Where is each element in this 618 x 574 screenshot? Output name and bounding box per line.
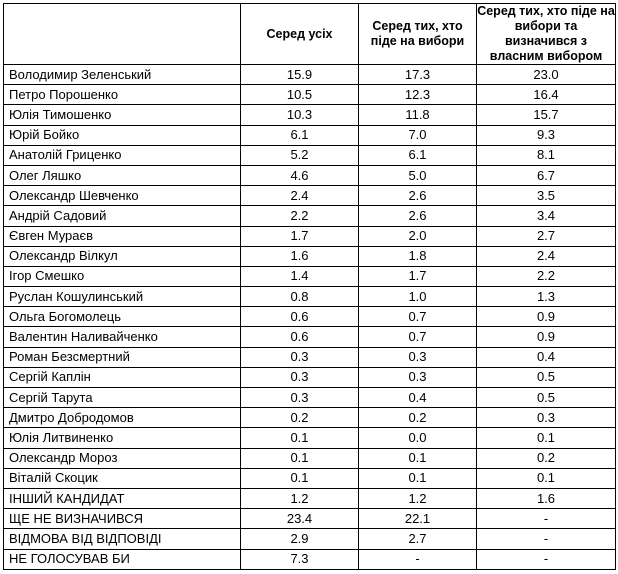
- all-respondents-cell: 5.2: [241, 145, 359, 165]
- candidate-name-cell: Сергій Каплін: [4, 367, 241, 387]
- will-vote-cell: 2.6: [359, 206, 477, 226]
- all-respondents-cell: 0.1: [241, 428, 359, 448]
- decided-voters-cell: 0.9: [477, 307, 616, 327]
- will-vote-cell: 1.0: [359, 287, 477, 307]
- candidate-name-cell: Юлія Тимошенко: [4, 105, 241, 125]
- all-respondents-cell: 2.4: [241, 186, 359, 206]
- will-vote-cell: 0.3: [359, 367, 477, 387]
- table-row: [4, 388, 616, 408]
- table-row: [4, 408, 616, 428]
- will-vote-cell: 6.1: [359, 145, 477, 165]
- header-decided-voters: Серед тих, хто піде на вибори та визначився з власним вибором: [477, 4, 615, 63]
- will-vote-cell: -: [359, 549, 477, 569]
- decided-voters-cell: 6.7: [477, 165, 616, 185]
- all-respondents-cell: 7.3: [241, 549, 359, 569]
- decided-voters-cell: 2.2: [477, 266, 616, 286]
- all-respondents-cell: 0.8: [241, 287, 359, 307]
- will-vote-cell: 22.1: [359, 509, 477, 529]
- table-row: [4, 125, 616, 145]
- decided-voters-cell: 0.5: [477, 367, 616, 387]
- will-vote-cell: 0.7: [359, 327, 477, 347]
- all-respondents-cell: 2.2: [241, 206, 359, 226]
- will-vote-cell: 2.7: [359, 529, 477, 549]
- candidate-name-cell: Анатолій Гриценко: [4, 145, 241, 165]
- all-respondents-cell: 10.3: [241, 105, 359, 125]
- all-respondents-cell: 15.9: [241, 65, 359, 85]
- all-respondents-cell: 0.3: [241, 367, 359, 387]
- header-will-vote: Серед тих, хто піде на вибори: [359, 4, 477, 65]
- will-vote-cell: 17.3: [359, 65, 477, 85]
- candidate-name-cell: Юрій Бойко: [4, 125, 241, 145]
- candidate-name-cell: Юлія Литвиненко: [4, 428, 241, 448]
- decided-voters-cell: 0.9: [477, 327, 616, 347]
- all-respondents-cell: 0.2: [241, 408, 359, 428]
- decided-voters-cell: -: [477, 529, 616, 549]
- header-all-respondents: Серед усіх: [241, 4, 359, 65]
- table-row: [4, 226, 616, 246]
- table-row: [4, 206, 616, 226]
- all-respondents-cell: 6.1: [241, 125, 359, 145]
- candidate-name-cell: Валентин Наливайченко: [4, 327, 241, 347]
- candidate-name-cell: ІНШИЙ КАНДИДАТ: [4, 488, 241, 508]
- table-row: [4, 105, 616, 125]
- candidate-name-cell: Сергій Тарута: [4, 388, 241, 408]
- will-vote-cell: 1.7: [359, 266, 477, 286]
- table-row: [4, 145, 616, 165]
- will-vote-cell: 0.4: [359, 388, 477, 408]
- table-row: [4, 85, 616, 105]
- table-row: [4, 165, 616, 185]
- decided-voters-cell: 2.4: [477, 246, 616, 266]
- table-row: [4, 287, 616, 307]
- candidate-name-cell: Петро Порошенко: [4, 85, 241, 105]
- all-respondents-cell: 0.1: [241, 468, 359, 488]
- table-row: [4, 549, 616, 569]
- results-table: [3, 3, 616, 570]
- all-respondents-cell: 10.5: [241, 85, 359, 105]
- table-row: [4, 488, 616, 508]
- will-vote-cell: 0.0: [359, 428, 477, 448]
- table-header-row: [4, 4, 616, 65]
- all-respondents-cell: 0.3: [241, 347, 359, 367]
- all-respondents-cell: 0.3: [241, 388, 359, 408]
- table-row: [4, 367, 616, 387]
- candidate-name-cell: Олександр Вілкул: [4, 246, 241, 266]
- table-body: [4, 65, 616, 570]
- decided-voters-cell: -: [477, 549, 616, 569]
- table-row: [4, 428, 616, 448]
- decided-voters-cell: 3.4: [477, 206, 616, 226]
- will-vote-cell: 12.3: [359, 85, 477, 105]
- will-vote-cell: 0.2: [359, 408, 477, 428]
- decided-voters-cell: 15.7: [477, 105, 616, 125]
- all-respondents-cell: 4.6: [241, 165, 359, 185]
- will-vote-cell: 0.1: [359, 448, 477, 468]
- decided-voters-cell: 0.3: [477, 408, 616, 428]
- will-vote-cell: 1.2: [359, 488, 477, 508]
- decided-voters-cell: 2.7: [477, 226, 616, 246]
- table-row: [4, 327, 616, 347]
- decided-voters-cell: -: [477, 509, 616, 529]
- table-row: [4, 307, 616, 327]
- candidate-name-cell: Роман Безсмертний: [4, 347, 241, 367]
- will-vote-cell: 0.7: [359, 307, 477, 327]
- will-vote-cell: 7.0: [359, 125, 477, 145]
- candidate-name-cell: Ольга Богомолець: [4, 307, 241, 327]
- decided-voters-cell: 0.5: [477, 388, 616, 408]
- all-respondents-cell: 23.4: [241, 509, 359, 529]
- all-respondents-cell: 1.7: [241, 226, 359, 246]
- candidate-name-cell: Олександр Мороз: [4, 448, 241, 468]
- will-vote-cell: 2.0: [359, 226, 477, 246]
- decided-voters-cell: 0.2: [477, 448, 616, 468]
- candidate-name-cell: Ігор Смешко: [4, 266, 241, 286]
- decided-voters-cell: 1.6: [477, 488, 616, 508]
- decided-voters-cell: 23.0: [477, 65, 616, 85]
- will-vote-cell: 5.0: [359, 165, 477, 185]
- decided-voters-cell: 9.3: [477, 125, 616, 145]
- decided-voters-cell: 16.4: [477, 85, 616, 105]
- candidate-name-cell: Володимир Зеленський: [4, 65, 241, 85]
- decided-voters-cell: 1.3: [477, 287, 616, 307]
- candidate-name-cell: Олександр Шевченко: [4, 186, 241, 206]
- all-respondents-cell: 1.4: [241, 266, 359, 286]
- candidate-name-cell: Руслан Кошулинський: [4, 287, 241, 307]
- all-respondents-cell: 1.2: [241, 488, 359, 508]
- candidate-name-cell: ЩЕ НЕ ВИЗНАЧИВСЯ: [4, 509, 241, 529]
- table-row: [4, 529, 616, 549]
- table-row: [4, 468, 616, 488]
- will-vote-cell: 1.8: [359, 246, 477, 266]
- all-respondents-cell: 0.1: [241, 448, 359, 468]
- table-row: [4, 65, 616, 85]
- all-respondents-cell: 2.9: [241, 529, 359, 549]
- will-vote-cell: 11.8: [359, 105, 477, 125]
- will-vote-cell: 0.3: [359, 347, 477, 367]
- candidate-name-cell: Андрій Садовий: [4, 206, 241, 226]
- table-row: [4, 448, 616, 468]
- decided-voters-cell: 0.1: [477, 428, 616, 448]
- candidate-name-cell: НЕ ГОЛОСУВАВ БИ: [4, 549, 241, 569]
- header-candidate: [4, 4, 241, 65]
- decided-voters-cell: 3.5: [477, 186, 616, 206]
- candidate-name-cell: Олег Ляшко: [4, 165, 241, 185]
- will-vote-cell: 0.1: [359, 468, 477, 488]
- all-respondents-cell: 0.6: [241, 307, 359, 327]
- decided-voters-cell: 0.4: [477, 347, 616, 367]
- candidate-name-cell: Віталій Скоцик: [4, 468, 241, 488]
- table-row: [4, 347, 616, 367]
- will-vote-cell: 2.6: [359, 186, 477, 206]
- table-row: [4, 186, 616, 206]
- decided-voters-cell: 8.1: [477, 145, 616, 165]
- all-respondents-cell: 1.6: [241, 246, 359, 266]
- candidate-name-cell: ВІДМОВА ВІД ВІДПОВІДІ: [4, 529, 241, 549]
- table-row: [4, 509, 616, 529]
- all-respondents-cell: 0.6: [241, 327, 359, 347]
- table-row: [4, 266, 616, 286]
- candidate-name-cell: Дмитро Добродомов: [4, 408, 241, 428]
- candidate-name-cell: Євген Мураєв: [4, 226, 241, 246]
- decided-voters-cell: 0.1: [477, 468, 616, 488]
- table-row: [4, 246, 616, 266]
